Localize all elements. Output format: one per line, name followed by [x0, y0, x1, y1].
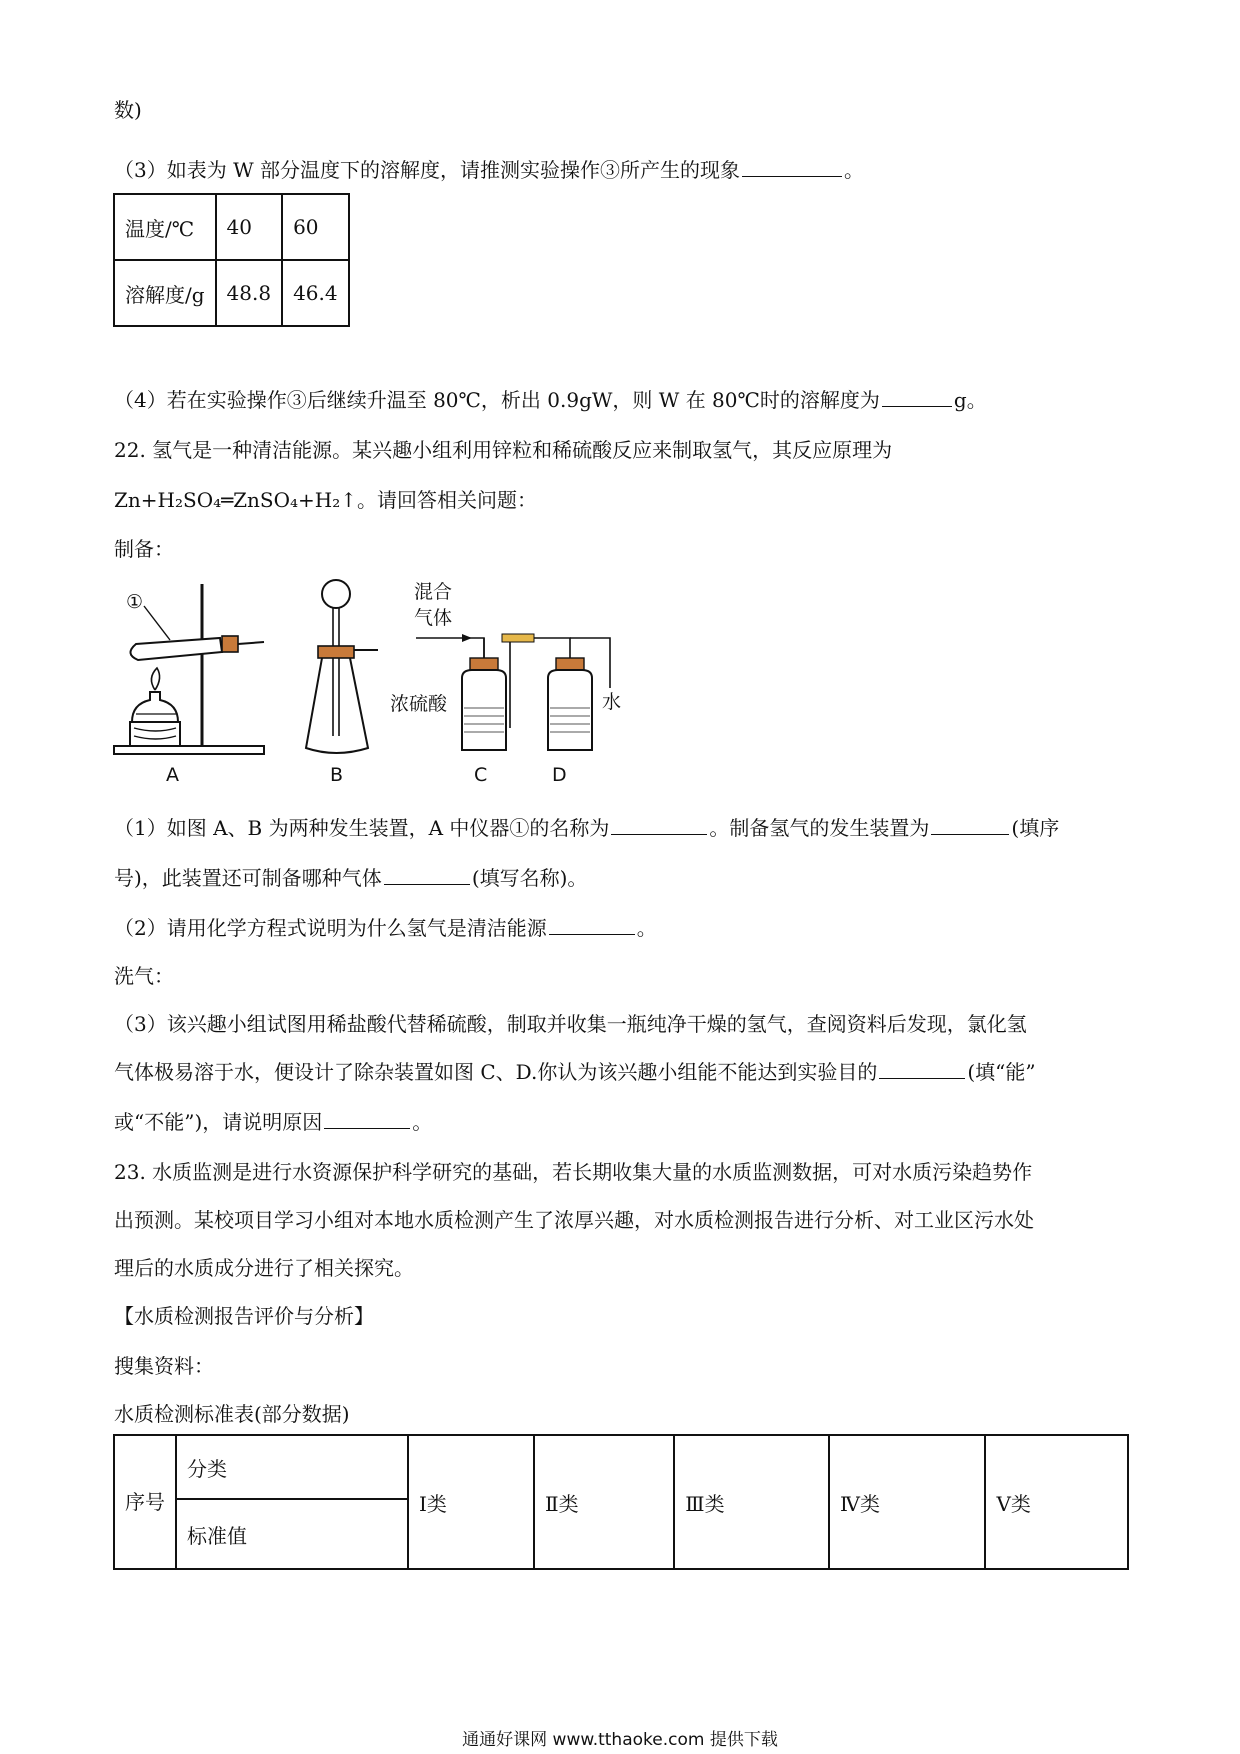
question-23-cont2: 理后的水质成分进行了相关探究。 [114, 1256, 414, 1280]
page-footer: 通通好课网 www.tthaoke.com 提供下载 [462, 1730, 778, 1750]
question-3: （3）如表为 W 部分温度下的溶解度，请推测实验操作③所产生的现象 。 [114, 158, 864, 182]
answer-blank[interactable] [931, 814, 1009, 835]
figure-label: 水 [602, 691, 622, 713]
apparatus-a [114, 584, 264, 754]
table-cell: 分类 [176, 1435, 408, 1499]
table-cell: 48.8 [216, 260, 283, 326]
apparatus-figure [110, 578, 630, 788]
answer-blank[interactable] [611, 814, 707, 835]
answer-blank[interactable] [549, 914, 635, 935]
figure-label: ① [126, 591, 144, 613]
water-quality-table [113, 1434, 1129, 1570]
question-22: 22. 氢气是一种清洁能源。某兴趣小组利用锌粒和稀硫酸反应来制取氢气，其反应原理为 [114, 438, 893, 462]
table-cell: Ⅳ类 [829, 1435, 985, 1569]
table-cell: 40 [216, 194, 283, 260]
table-cell: 序号 [114, 1435, 176, 1569]
apparatus-cd [390, 581, 621, 750]
answer-blank[interactable] [882, 386, 952, 407]
table-cell: 标准值 [176, 1499, 408, 1569]
text-line: 数) [114, 98, 142, 122]
table-cell: Ⅴ类 [985, 1435, 1128, 1569]
question-22-1-cont: 号)，此装置还可制备哪种气体 (填写名称)。 [114, 866, 588, 890]
table-row [114, 1435, 1128, 1499]
figure-label: D [552, 764, 567, 786]
table-cell: Ⅱ类 [534, 1435, 674, 1569]
solubility-table [113, 193, 350, 327]
question-22-3-cont2: 或“不能”)，请说明原因 。 [114, 1110, 433, 1134]
question-22-3-cont: 气体极易溶于水，便设计了除杂装置如图 C、D.你认为该兴趣小组能不能达到实验目的 (填“能” [114, 1060, 1036, 1084]
table-cell: 60 [282, 194, 349, 260]
section-label: 洗气： [114, 964, 174, 988]
table-cell: 温度/℃ [114, 194, 216, 260]
question-22-1: （1）如图 A、B 为两种发生装置，A 中仪器①的名称为 。制备氢气的发生装置为 (填序 [114, 816, 1060, 840]
apparatus-b [306, 580, 378, 753]
figure-label: 气体 [414, 607, 453, 629]
question-23-cont: 出预测。某校项目学习小组对本地水质检测产生了浓厚兴趣，对水质检测报告进行分析、对工业区污水处 [114, 1208, 1034, 1232]
answer-blank[interactable] [324, 1108, 410, 1129]
question-23: 23. 水质监测是进行水资源保护科学研究的基础，若长期收集大量的水质监测数据，可对水质污染趋势作 [114, 1160, 1033, 1184]
table-cell: Ⅲ类 [674, 1435, 829, 1569]
answer-blank[interactable] [384, 864, 470, 885]
figure-label: C [474, 764, 488, 786]
question-22-2: （2）请用化学方程式说明为什么氢气是清洁能源 。 [114, 916, 657, 940]
table-row [114, 194, 349, 260]
figure-label: 混合 [414, 581, 453, 603]
text-line: 搜集资料： [114, 1354, 214, 1378]
section-title: 【水质检测报告评价与分析】 [114, 1304, 374, 1328]
table-row [114, 260, 349, 326]
section-label: 制备： [114, 537, 174, 561]
figure-label: 浓硫酸 [390, 693, 448, 715]
table-caption: 水质检测标准表(部分数据) [114, 1402, 350, 1426]
question-4: （4）若在实验操作③后继续升温至 80℃，析出 0.9gW，则 W 在 80℃时的溶解度为 g。 [114, 388, 987, 412]
figure-label: B [330, 764, 344, 786]
figure-label: A [166, 764, 179, 786]
table-cell: 46.4 [282, 260, 349, 326]
answer-blank[interactable] [879, 1058, 965, 1079]
table-cell: 溶解度/g [114, 260, 216, 326]
reaction-equation: Zn+H₂SO₄═ZnSO₄+H₂↑。请回答相关问题： [114, 488, 538, 512]
answer-blank[interactable] [742, 156, 842, 177]
question-22-3: （3）该兴趣小组试图用稀盐酸代替稀硫酸，制取并收集一瓶纯净干燥的氢气，查阅资料后发现，氯化氢 [114, 1012, 1027, 1036]
table-cell: Ⅰ类 [408, 1435, 534, 1569]
